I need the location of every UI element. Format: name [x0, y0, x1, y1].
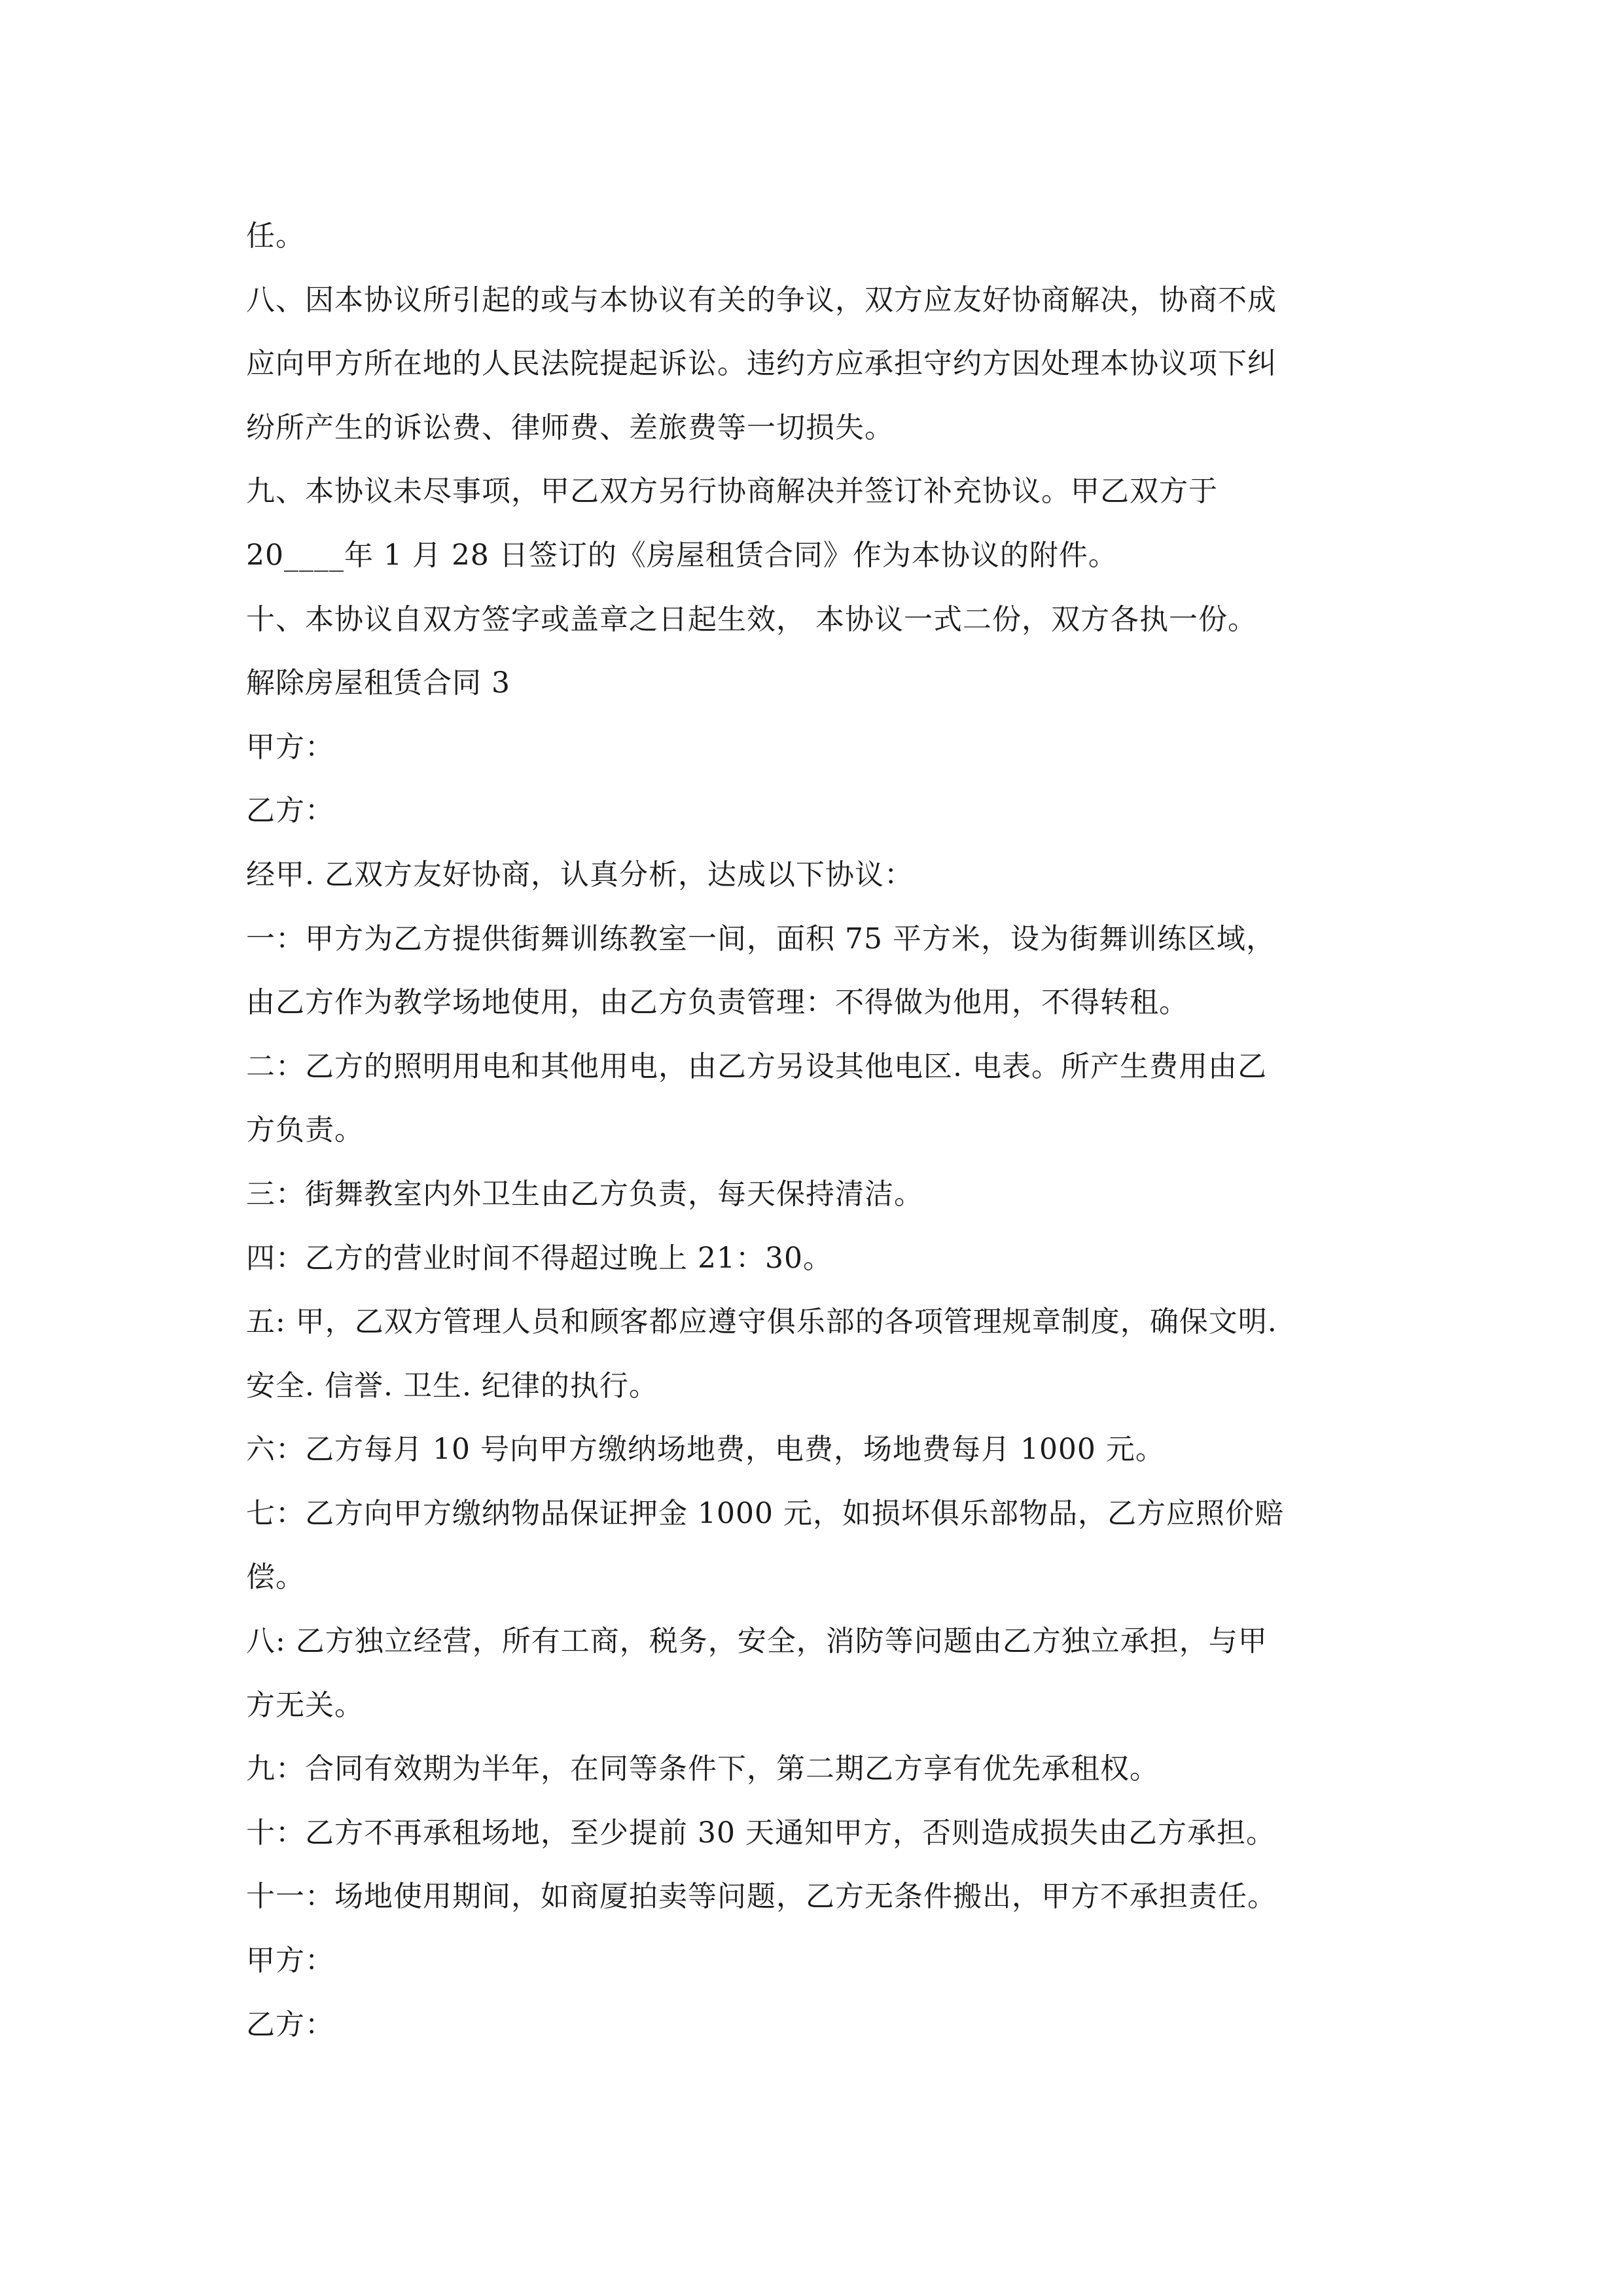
text-line: 任。: [246, 219, 305, 253]
party-a-label: 甲方：: [246, 730, 334, 764]
text-line: 四：乙方的营业时间不得超过晚上 21：30。: [246, 1241, 832, 1275]
text-line: 二：乙方的照明用电和其他用电，由乙方另设其他电区. 电表。所产生费用由乙: [246, 1049, 1267, 1083]
text-line: 纷所产生的诉讼费、律师费、差旅费等一切损失。: [246, 410, 894, 444]
document-body: [246, 204, 1418, 2056]
text-line: 七：乙方向甲方缴纳物品保证押金 1000 元，如损坏俱乐部物品，乙方应照价赔: [246, 1496, 1284, 1530]
text-line: 偿。: [246, 1560, 305, 1594]
party-b-label: 乙方：: [246, 794, 334, 828]
text-line: 方无关。: [246, 1688, 364, 1722]
text-line: 六：乙方每月 10 号向甲方缴纳场地费，电费，场地费每月 1000 元。: [246, 1433, 1165, 1467]
text-line: 一：甲方为乙方提供街舞训练教室一间，面积 75 平方米，设为街舞训练区域，: [246, 922, 1275, 956]
text-line: 八: 乙方独立经营，所有工商，税务，安全，消防等问题由乙方独立承担，与甲: [246, 1624, 1268, 1659]
text-line: 五: 甲，乙双方管理人员和顾客都应遵守俱乐部的各项管理规章制度，确保文明.: [246, 1305, 1277, 1339]
text-line: 三：街舞教室内外卫生由乙方负责，每天保持清洁。: [246, 1177, 923, 1211]
section-title: 解除房屋租赁合同 3: [246, 666, 510, 700]
text-line: 20____年 1 月 28 日签订的《房屋租赁合同》作为本协议的附件。: [246, 538, 1118, 572]
text-line: 十、本协议自双方签字或盖章之日起生效， 本协议一式二份，双方各执一份。: [246, 602, 1257, 636]
text-line: 由乙方作为教学场地使用，由乙方负责管理：不得做为他用，不得转租。: [246, 986, 1188, 1020]
text-line: 九、本协议未尽事项，甲乙双方另行协商解决并签订补充协议。甲乙双方于: [246, 475, 1218, 509]
text-line: 九：合同有效期为半年，在同等条件下，第二期乙方享有优先承租权。: [246, 1752, 1159, 1786]
text-line: 十一：场地使用期间，如商厦拍卖等问题，乙方无条件搬出，甲方不承担责任。: [246, 1880, 1277, 1914]
party-a-signature-label: 甲方：: [246, 1944, 334, 1978]
text-line: 安全. 信誉. 卫生. 纪律的执行。: [246, 1369, 658, 1403]
party-b-signature-label: 乙方：: [246, 2007, 334, 2041]
text-line: 经甲. 乙双方友好协商，认真分析，达成以下协议：: [246, 857, 914, 891]
text-line: 方负责。: [246, 1113, 364, 1147]
text-line: 十：乙方不再承租场地，至少提前 30 天通知甲方，否则造成损失由乙方承担。: [246, 1816, 1275, 1850]
text-line: 应向甲方所在地的人民法院提起诉讼。违约方应承担守约方因处理本协议项下纠: [246, 347, 1277, 381]
text-line: 八、因本协议所引起的或与本协议有关的争议，双方应友好协商解决，协商不成: [246, 283, 1277, 317]
